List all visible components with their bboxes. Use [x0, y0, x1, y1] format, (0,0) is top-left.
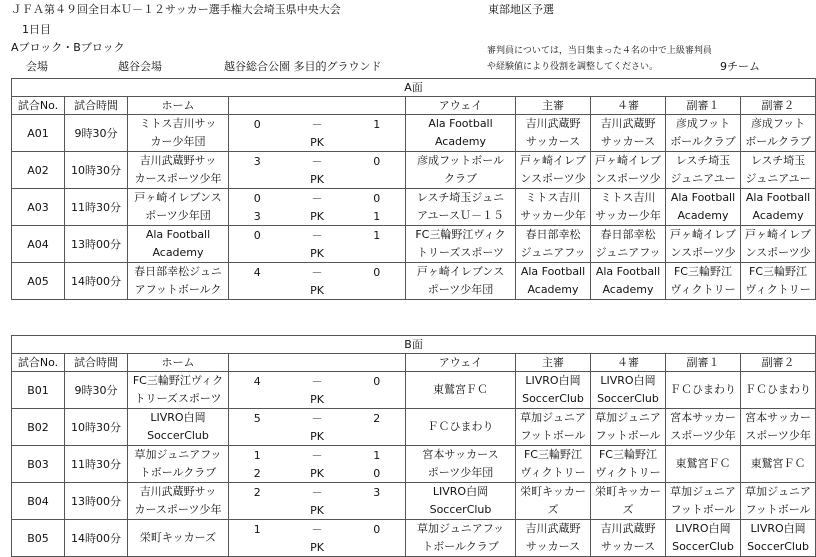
match-time: 13時00分 [65, 226, 128, 263]
assistant-referee-2-line: 東鷲宮ＦＣ [750, 457, 806, 470]
home-team [128, 115, 229, 152]
referee-line: SoccerClub [522, 392, 584, 405]
away-team-line: 宮本サッカース [422, 448, 499, 461]
assistant-referee-1 [666, 115, 741, 152]
fourth-official-line: サッカース [600, 540, 656, 553]
home-pk-score: 2 [229, 464, 286, 483]
venue-name: 越谷会場 [118, 60, 162, 73]
match-time: 10時30分 [65, 409, 128, 446]
home-pk-score [229, 133, 286, 152]
away-score: 0 [349, 189, 406, 208]
referee-line: 吉川武蔵野 [525, 522, 581, 535]
away-score: 0 [349, 263, 406, 282]
assistant-referee-2-line: レスチ埼玉 [750, 154, 806, 167]
away-team-line: トボールクラブ [422, 540, 499, 553]
assistant-referee-2 [741, 189, 816, 226]
match-time: 11時30分 [65, 189, 128, 226]
header-match-no: 試合No. [12, 354, 65, 372]
assistant-referee-1-line: SoccerClub [672, 540, 734, 553]
table-row [12, 372, 816, 391]
fourth-official [591, 152, 666, 189]
away-pk-score [349, 427, 406, 446]
away-team [406, 372, 516, 409]
table-row [12, 446, 816, 465]
away-score: 1 [349, 115, 406, 134]
referee-line: ミトス吉川 [525, 191, 581, 204]
assistant-referee-1 [666, 372, 741, 409]
away-team [406, 115, 516, 152]
assistant-referee-1 [666, 152, 741, 189]
home-team-line: 吉川武蔵野サッ [139, 154, 217, 167]
header-match-no: 試合No. [12, 97, 65, 115]
fourth-official-line: Academy [602, 283, 654, 296]
match-number: B03 [12, 446, 65, 483]
home-team-line: 戸ヶ崎イレブンス [134, 191, 222, 204]
home-team [128, 520, 229, 557]
assistant-referee-1-line: フットボール [670, 503, 736, 516]
assistant-referee-2-line: ボールクラブ [745, 135, 811, 148]
away-team [406, 152, 516, 189]
assistant-referee-1 [666, 520, 741, 557]
home-team-line: FC三輪野江ヴィク [132, 374, 224, 387]
table-row [12, 263, 816, 282]
referee-line: 春日部幸松 [525, 228, 581, 241]
score-dash: － [286, 152, 349, 171]
assistant-referee-2-line: スポーツ少年 [745, 429, 811, 442]
away-team-line: トリーズスポーツ [416, 246, 504, 259]
assistant-referee-2 [741, 483, 816, 520]
assistant-referee-1-line: ヴィクトリー [670, 283, 736, 296]
assistant-referee-2 [741, 409, 816, 446]
referee-line: サッカース [525, 135, 581, 148]
home-team-line: Academy [152, 246, 204, 259]
table-header-row [12, 97, 816, 115]
home-pk-score [229, 170, 286, 189]
away-team [406, 189, 516, 226]
assistant-referee-2 [741, 226, 816, 263]
assistant-referee-1-line: Ala Football [670, 191, 736, 204]
assistant-referee-1 [666, 409, 741, 446]
assistant-referee-2-line: 戸ヶ崎イレブ [745, 228, 812, 241]
header-referee: 主審 [516, 354, 591, 372]
home-score: 1 [229, 520, 286, 539]
assistant-referee-1 [666, 226, 741, 263]
table-row [12, 115, 816, 134]
score-dash: － [286, 226, 349, 245]
assistant-referee-1-line: LIVRO白岡 [675, 522, 731, 535]
pk-label: PK [286, 281, 349, 300]
assistant-referee-2-line: ＦＣひまわり [745, 383, 812, 396]
fourth-official [591, 409, 666, 446]
fourth-official-line: 草加ジュニア [595, 411, 661, 424]
schedule-table-b [11, 335, 816, 557]
away-pk-score [349, 244, 406, 263]
team-count: 9チーム [720, 60, 760, 73]
assistant-referee-1-line: ＦＣひまわり [670, 383, 736, 396]
assistant-referee-2-line: 宮本サッカー [745, 411, 811, 424]
home-score: 4 [229, 263, 286, 282]
fourth-official-line: ジュニアフッ [595, 246, 661, 259]
table-row [12, 226, 816, 245]
match-number: A04 [12, 226, 65, 263]
referee-line: Ala Football [520, 265, 586, 278]
away-team-line: SoccerClub [429, 503, 492, 516]
away-score: 1 [349, 226, 406, 245]
table-row [12, 520, 816, 539]
away-team-line: Ala Football [428, 117, 493, 130]
header-fourth: ４審 [591, 97, 666, 115]
home-team-line: カースポーツ少年 [134, 503, 222, 516]
score-dash: － [286, 115, 349, 134]
assistant-referee-2-line: LIVRO白岡 [750, 522, 806, 535]
assistant-referee-1 [666, 189, 741, 226]
match-time: 14時00分 [65, 520, 128, 557]
home-score: 4 [229, 372, 286, 391]
section-face-label: B面 [12, 336, 816, 354]
day-label: 1日目 [22, 23, 51, 36]
venue-label: 会場 [26, 60, 48, 73]
home-pk-score [229, 281, 286, 300]
assistant-referee-1-line: ジュニアユー [670, 172, 736, 185]
away-team-line: ＦＣひまわり [427, 420, 494, 433]
referee [516, 409, 591, 446]
referee-line: ズ [547, 503, 559, 516]
score-dash: － [286, 263, 349, 282]
assistant-referee-2-line: フットボール [745, 503, 811, 516]
assistant-referee-1-line: 彦成フット [675, 117, 731, 130]
referee [516, 446, 591, 483]
assistant-referee-1-line: スポーツ少年 [670, 429, 736, 442]
home-team [128, 483, 229, 520]
header-time: 試合時間 [65, 97, 128, 115]
home-pk-score [229, 244, 286, 263]
assistant-referee-1-line: ボールクラブ [670, 135, 736, 148]
fourth-official-line: Ala Football [595, 265, 661, 278]
fourth-official-line: サッカース [600, 135, 656, 148]
referee [516, 226, 591, 263]
home-team-line: Ala Football [145, 228, 211, 241]
schedule-table-a [11, 78, 816, 300]
home-score: 0 [229, 115, 286, 134]
referee-line: 戸ヶ崎イレブ [520, 154, 586, 167]
home-pk-score [229, 427, 286, 446]
assistant-referee-1-line: 宮本サッカー [670, 411, 736, 424]
assistant-referee-1-line: レスチ埼玉 [675, 154, 731, 167]
pk-label: PK [286, 538, 349, 557]
assistant-referee-1-line: 草加ジュニア [670, 485, 736, 498]
assistant-referee-2-line: ジュニアユー [745, 172, 811, 185]
pk-label: PK [286, 427, 349, 446]
away-team-line: 彦成フットボール [416, 154, 504, 167]
pk-label: PK [286, 244, 349, 263]
home-team [128, 226, 229, 263]
away-pk-score [349, 281, 406, 300]
header-home: ホーム [128, 354, 229, 372]
referee [516, 263, 591, 300]
home-team [128, 152, 229, 189]
assistant-referee-2-line: Academy [752, 209, 804, 222]
assistant-referee-2-line: Ala Football [745, 191, 811, 204]
away-score: 0 [349, 372, 406, 391]
referee-line: ジュニアフッ [520, 246, 586, 259]
assistant-referee-2 [741, 520, 816, 557]
fourth-official-line: SoccerClub [597, 392, 659, 405]
referee [516, 152, 591, 189]
assistant-referee-2 [741, 152, 816, 189]
referee [516, 520, 591, 557]
region-label: 東部地区予選 [488, 3, 554, 16]
assistant-referee-1 [666, 446, 741, 483]
fourth-official [591, 520, 666, 557]
fourth-official [591, 189, 666, 226]
fourth-official-line: 栄町キッカー [595, 485, 661, 498]
header-assistant1: 副審１ [666, 354, 741, 372]
referee-line: サッカー少年 [520, 209, 586, 222]
pk-label: PK [286, 207, 349, 226]
home-score: 3 [229, 152, 286, 171]
header-assistant1: 副審１ [666, 97, 741, 115]
score-dash: － [286, 189, 349, 208]
home-score: 1 [229, 446, 286, 465]
section-face-label: A面 [12, 79, 816, 97]
away-score: 1 [349, 446, 406, 465]
fourth-official-line: 戸ヶ崎イレブ [595, 154, 661, 167]
home-team-line: ポーツ少年団 [145, 209, 211, 222]
home-team-line: カー少年団 [150, 135, 206, 148]
fourth-official [591, 483, 666, 520]
header-assistant2: 副審２ [741, 354, 816, 372]
away-team-line: レスチ埼玉ジュニ [416, 191, 505, 204]
assistant-referee-2-line: ンスポーツ少 [745, 246, 811, 259]
referee [516, 115, 591, 152]
away-team-line: ポーツ少年団 [427, 466, 494, 479]
pk-label: PK [286, 464, 349, 483]
fourth-official-line: ヴィクトリー [595, 466, 661, 479]
assistant-referee-2 [741, 263, 816, 300]
home-pk-score: 3 [229, 207, 286, 226]
match-number: A01 [12, 115, 65, 152]
table-row [12, 409, 816, 428]
assistant-referee-1 [666, 483, 741, 520]
pk-label: PK [286, 390, 349, 409]
assistant-referee-2 [741, 115, 816, 152]
assistant-referee-2-line: ヴィクトリー [745, 283, 811, 296]
table-row [12, 152, 816, 171]
match-time: 14時00分 [65, 263, 128, 300]
home-pk-score [229, 390, 286, 409]
header-assistant2: 副審２ [741, 97, 816, 115]
home-team-line: トリーズスポーツ [134, 392, 222, 405]
fourth-official [591, 115, 666, 152]
away-team [406, 483, 516, 520]
table-header-row [12, 354, 816, 372]
away-pk-score [349, 133, 406, 152]
away-pk-score [349, 501, 406, 520]
score-dash: － [286, 483, 349, 502]
assistant-referee-2-line: SoccerClub [747, 540, 809, 553]
table-row [12, 483, 816, 502]
away-score: 0 [349, 152, 406, 171]
away-team [406, 263, 516, 300]
home-score: 0 [229, 226, 286, 245]
away-team-line: LIVRO白岡 [432, 485, 489, 498]
assistant-referee-1 [666, 263, 741, 300]
assistant-referee-1-line: ンスポーツ少 [670, 246, 736, 259]
header-score [229, 97, 406, 115]
match-number: A05 [12, 263, 65, 300]
referee-note-line2: や経験値により役割を調整してください。 [487, 62, 659, 72]
assistant-referee-1-line: FC三輪野江 [673, 265, 732, 278]
away-team-line: 東鷲宮ＦＣ [433, 383, 488, 396]
fourth-official-line: FC三輪野江 [598, 448, 657, 461]
home-pk-score [229, 501, 286, 520]
referee-line: Academy [527, 283, 579, 296]
referee [516, 189, 591, 226]
fourth-official [591, 226, 666, 263]
fourth-official-line: 春日部幸松 [600, 228, 656, 241]
referee-line: FC三輪野江 [523, 448, 582, 461]
away-pk-score: 0 [349, 464, 406, 483]
away-team [406, 446, 516, 483]
blocks-label: Aブロック・Bブロック [11, 41, 125, 54]
away-team-line: 草加ジュニアフッ [416, 522, 504, 535]
assistant-referee-1-line: 東鷲宮ＦＣ [675, 457, 731, 470]
score-dash: － [286, 372, 349, 391]
referee-line: サッカース [525, 540, 581, 553]
home-team-line: アフットボールク [134, 283, 222, 296]
match-number: A03 [12, 189, 65, 226]
referee-line: 草加ジュニア [520, 411, 586, 424]
header-fourth: ４審 [591, 354, 666, 372]
home-team-line: 春日部幸松ジュニ [134, 265, 222, 278]
away-team-line: 戸ヶ崎イレブンス [416, 265, 505, 278]
assistant-referee-2-line: FC三輪野江 [749, 265, 808, 278]
home-team-line: 吉川武蔵野サッ [139, 485, 217, 498]
fourth-official-line: フットボール [595, 429, 661, 442]
home-score: 2 [229, 483, 286, 502]
away-team-line: ポーツ少年団 [427, 283, 494, 296]
home-team-line: ミトス吉川サッ [139, 117, 217, 130]
away-team [406, 226, 516, 263]
header-away: アウェイ [406, 97, 516, 115]
match-number: B01 [12, 372, 65, 409]
header-time: 試合時間 [65, 354, 128, 372]
home-team-line: LIVRO白岡 [150, 411, 206, 424]
away-team-line: FC三輪野江ヴィク [415, 228, 506, 241]
home-team-line: SoccerClub [147, 429, 209, 442]
assistant-referee-1-line: Academy [677, 209, 729, 222]
table-row [12, 189, 816, 208]
home-team-line: 栄町キッカーズ [139, 531, 217, 544]
assistant-referee-2 [741, 446, 816, 483]
header-home: ホーム [128, 97, 229, 115]
match-time: 11時30分 [65, 446, 128, 483]
away-score: 3 [349, 483, 406, 502]
home-team [128, 263, 229, 300]
away-pk-score: 1 [349, 207, 406, 226]
referee-line: ンスポーツ少 [520, 172, 586, 185]
away-score: 0 [349, 520, 406, 539]
fourth-official-line: 吉川武蔵野 [600, 117, 656, 130]
away-team-line: Academy [434, 135, 487, 148]
home-team [128, 189, 229, 226]
home-team-line: トボールクラブ [139, 466, 217, 479]
away-team [406, 409, 516, 446]
home-team [128, 409, 229, 446]
home-team [128, 446, 229, 483]
header-score [229, 354, 406, 372]
away-pk-score [349, 170, 406, 189]
home-team [128, 372, 229, 409]
fourth-official-line: ンスポーツ少 [595, 172, 661, 185]
home-team-line: 草加ジュニアフッ [134, 448, 222, 461]
header-away: アウェイ [406, 354, 516, 372]
away-team-line: クラブ [444, 172, 477, 185]
home-score: 0 [229, 189, 286, 208]
referee [516, 372, 591, 409]
match-time: 10時30分 [65, 152, 128, 189]
fourth-official-line: ミトス吉川 [600, 191, 656, 204]
score-dash: － [286, 446, 349, 465]
match-number: B02 [12, 409, 65, 446]
assistant-referee-2-line: 彦成フット [750, 117, 806, 130]
match-number: B04 [12, 483, 65, 520]
referee-note-line1: 審判員については，当日集まった４名の中で上級審判員 [487, 46, 712, 56]
match-time: 9時30分 [65, 115, 128, 152]
home-score: 5 [229, 409, 286, 428]
pk-label: PK [286, 133, 349, 152]
away-pk-score [349, 538, 406, 557]
pk-label: PK [286, 170, 349, 189]
match-number: A02 [12, 152, 65, 189]
referee-line: ヴィクトリー [520, 466, 586, 479]
fourth-official-line: サッカー少年 [595, 209, 661, 222]
fourth-official [591, 372, 666, 409]
fourth-official [591, 446, 666, 483]
fourth-official [591, 263, 666, 300]
referee-line: LIVRO白岡 [525, 374, 581, 387]
score-dash: － [286, 520, 349, 539]
score-dash: － [286, 409, 349, 428]
match-time: 9時30分 [65, 372, 128, 409]
away-pk-score [349, 390, 406, 409]
header-referee: 主審 [516, 97, 591, 115]
away-team-line: アユースＵ－１５ [417, 209, 504, 222]
fourth-official-line: 吉川武蔵野 [600, 522, 656, 535]
assistant-referee-2-line: 草加ジュニア [745, 485, 811, 498]
match-number: B05 [12, 520, 65, 557]
document-title: ＪＦＡ第４９回全日本Ｕ－１２サッカー選手権大会埼玉県中央大会 [11, 3, 341, 16]
match-time: 13時00分 [65, 483, 128, 520]
assistant-referee-1-line: 戸ヶ崎イレブ [670, 228, 736, 241]
fourth-official-line: LIVRO白岡 [600, 374, 656, 387]
home-team-line: カースポーツ少年 [134, 172, 222, 185]
away-score: 2 [349, 409, 406, 428]
venue-place: 越谷総合公園 多目的グラウンド [224, 60, 382, 73]
referee-line: フットボール [520, 429, 586, 442]
referee-line: 吉川武蔵野 [525, 117, 581, 130]
pk-label: PK [286, 501, 349, 520]
fourth-official-line: ズ [622, 503, 634, 516]
assistant-referee-2 [741, 372, 816, 409]
referee [516, 483, 591, 520]
home-pk-score [229, 538, 286, 557]
referee-line: 栄町キッカー [520, 485, 586, 498]
away-team [406, 520, 516, 557]
